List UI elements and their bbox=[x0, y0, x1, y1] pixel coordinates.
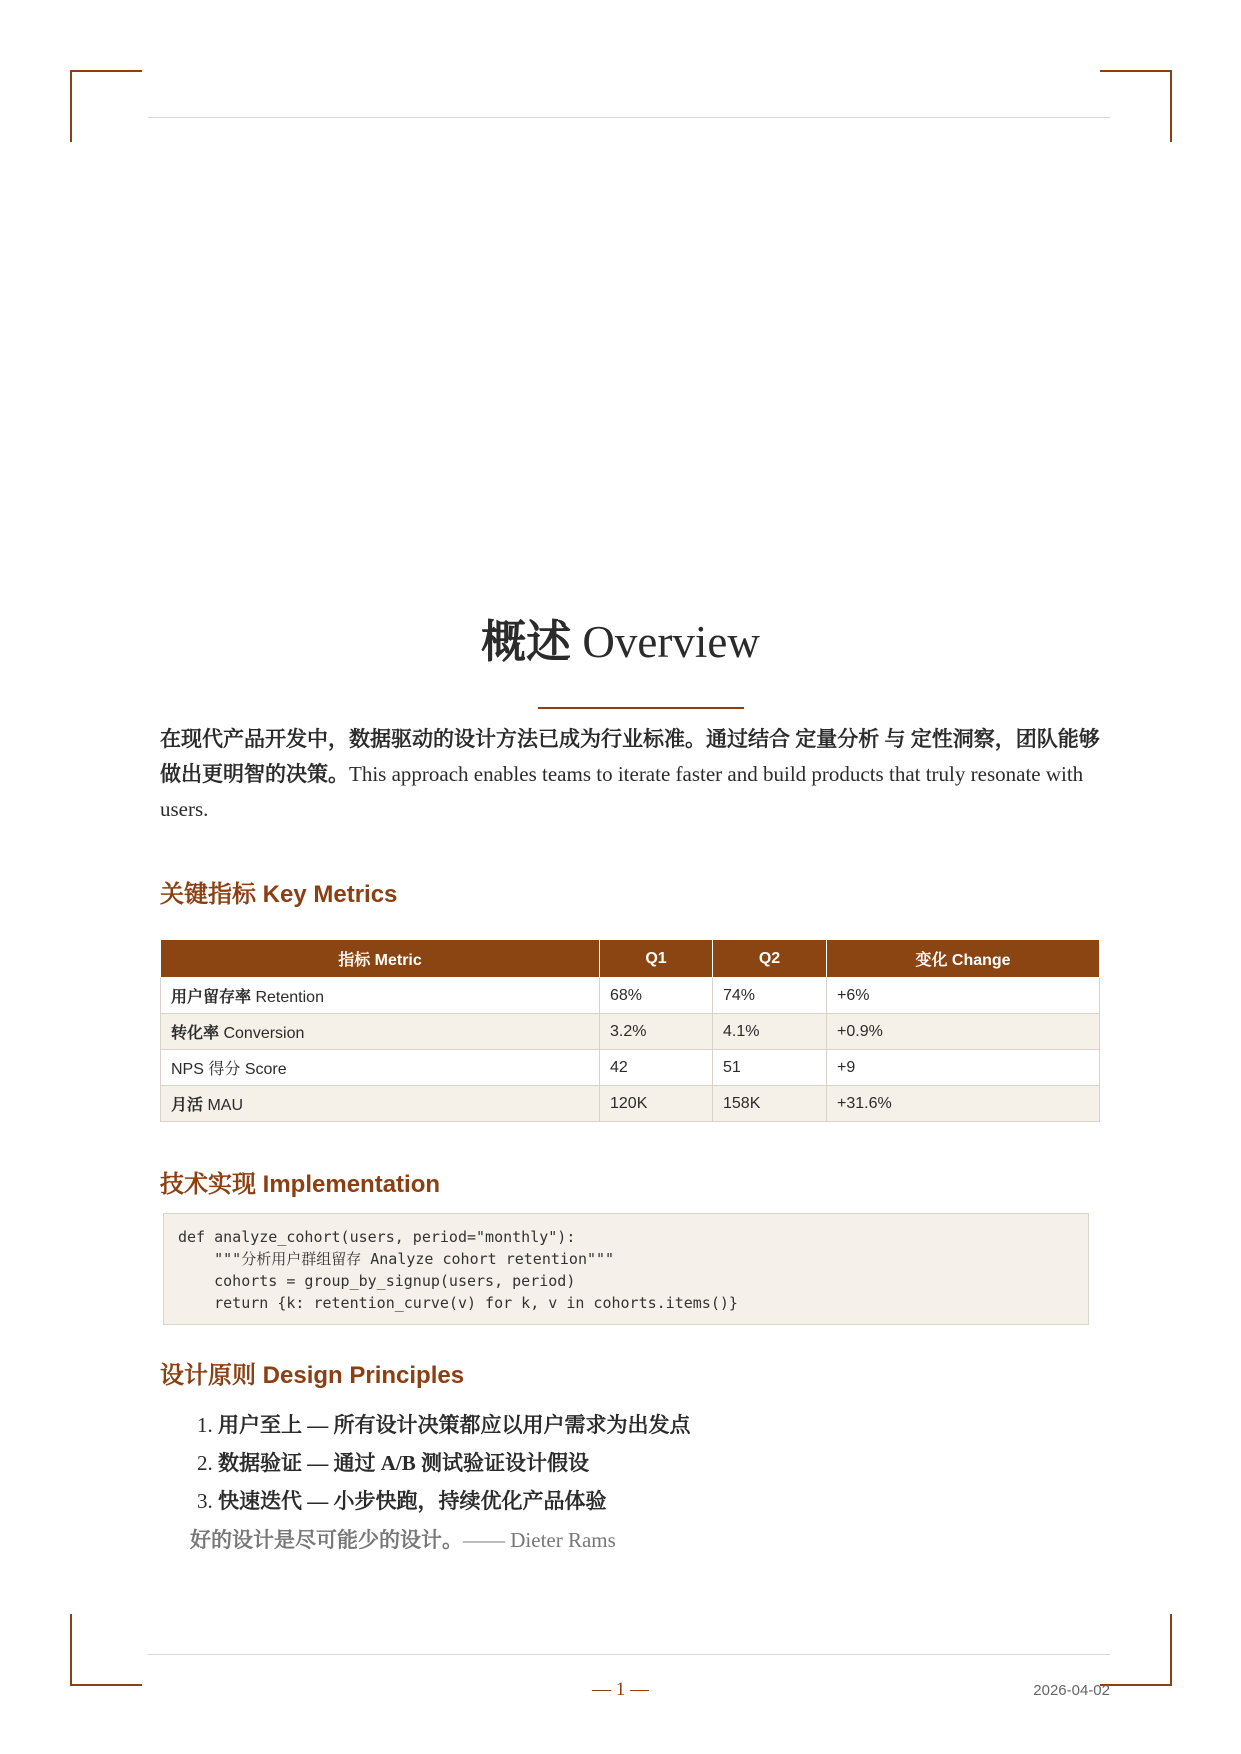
quote-author: —— Dieter Rams bbox=[463, 1528, 616, 1552]
metric-cell bbox=[161, 1014, 600, 1050]
page-title-cn: 概述 bbox=[481, 617, 572, 667]
metric-name-cn: 月活 bbox=[171, 1097, 204, 1114]
q1-cell: 42 bbox=[600, 1050, 713, 1086]
title-underline bbox=[538, 707, 744, 709]
list-item bbox=[197, 1406, 691, 1444]
metric-name-en: Retention bbox=[255, 989, 324, 1006]
list-text: 快速迭代 — 小步快跑，持续优化产品体验 bbox=[218, 1489, 607, 1513]
change-cell: +0.9% bbox=[827, 1014, 1100, 1050]
page-number: — 1 — bbox=[592, 1679, 649, 1700]
intro-bold-text: 在现代产品开发中，数据驱动的设计方法已成为行业标准。通过结合 定量分析 与 定性洞察，团队能够做出更明智的决策。 bbox=[160, 727, 1100, 786]
quote bbox=[190, 1525, 616, 1555]
metric-cell bbox=[161, 978, 600, 1014]
q1-cell: 120K bbox=[600, 1086, 713, 1122]
metric-name-cn: NPS 得分 bbox=[171, 1061, 241, 1078]
change-cell: +31.6% bbox=[827, 1086, 1100, 1122]
principles-heading: 设计原则 Design Principles bbox=[160, 1362, 465, 1389]
header-rule bbox=[148, 117, 1110, 118]
table-row bbox=[161, 978, 1100, 1014]
implementation-heading: 技术实现 Implementation bbox=[160, 1171, 441, 1198]
change-cell: +9 bbox=[827, 1050, 1100, 1086]
q1-cell: 68% bbox=[600, 978, 713, 1014]
q2-cell: 158K bbox=[713, 1086, 827, 1122]
table-row bbox=[161, 1014, 1100, 1050]
metric-name-cn: 转化率 bbox=[171, 1025, 220, 1042]
corner-ornament-bottom-left bbox=[70, 1614, 142, 1686]
list-item bbox=[197, 1482, 691, 1520]
q2-cell: 4.1% bbox=[713, 1014, 827, 1050]
q2-cell: 74% bbox=[713, 978, 827, 1014]
metric-name-en: Score bbox=[244, 1061, 287, 1078]
column-header-metric: 指标 Metric bbox=[161, 940, 600, 978]
list-number: 2. bbox=[197, 1451, 213, 1475]
page-title-en: Overview bbox=[582, 617, 760, 667]
q2-cell: 51 bbox=[713, 1050, 827, 1086]
column-header-q1: Q1 bbox=[600, 940, 713, 978]
table-row bbox=[161, 1086, 1100, 1122]
list-number: 1. bbox=[197, 1413, 213, 1437]
corner-ornament-top-right bbox=[1100, 70, 1172, 142]
code-line: cohorts = group_by_signup(users, period) bbox=[178, 1272, 576, 1290]
table-header-row bbox=[161, 940, 1100, 978]
metric-cell bbox=[161, 1086, 600, 1122]
intro-text: This approach enables teams to iterate faster and build products that truly resonate with users. bbox=[160, 762, 1084, 821]
metric-name-en: MAU bbox=[207, 1097, 244, 1114]
change-cell: +6% bbox=[827, 978, 1100, 1014]
list-number: 3. bbox=[197, 1489, 213, 1513]
code-line: """分析用户群组留存 Analyze cohort retention""" bbox=[178, 1250, 615, 1268]
footer-date: 2026-04-02 bbox=[1033, 1682, 1110, 1699]
code-line: return {k: retention_curve(v) for k, v in cohorts.items()} bbox=[178, 1294, 738, 1312]
corner-ornament-top-left bbox=[70, 70, 142, 142]
footer-rule bbox=[148, 1654, 1110, 1655]
metric-name-en: Conversion bbox=[223, 1025, 305, 1042]
metric-cell bbox=[161, 1050, 600, 1086]
table-row bbox=[161, 1050, 1100, 1086]
metric-name-cn: 用户留存率 bbox=[171, 989, 252, 1006]
q1-cell: 3.2% bbox=[600, 1014, 713, 1050]
column-header-change: 变化 Change bbox=[827, 940, 1100, 978]
list-text: 用户至上 — 所有设计决策都应以用户需求为出发点 bbox=[218, 1413, 691, 1437]
metrics-table bbox=[160, 939, 1100, 1122]
code-line: def analyze_cohort(users, period="monthly"): bbox=[178, 1228, 576, 1246]
list-item bbox=[197, 1444, 691, 1482]
column-header-q2: Q2 bbox=[713, 940, 827, 978]
metrics-heading: 关键指标 Key Metrics bbox=[160, 881, 398, 908]
page-title bbox=[0, 605, 1241, 670]
principles-list bbox=[197, 1406, 691, 1520]
corner-ornament-bottom-right bbox=[1100, 1614, 1172, 1686]
code-block bbox=[163, 1213, 1089, 1325]
intro-paragraph bbox=[160, 722, 1100, 827]
quote-text: 好的设计是尽可能少的设计。 bbox=[190, 1528, 463, 1552]
list-text: 数据验证 — 通过 A/B 测试验证设计假设 bbox=[218, 1451, 590, 1475]
